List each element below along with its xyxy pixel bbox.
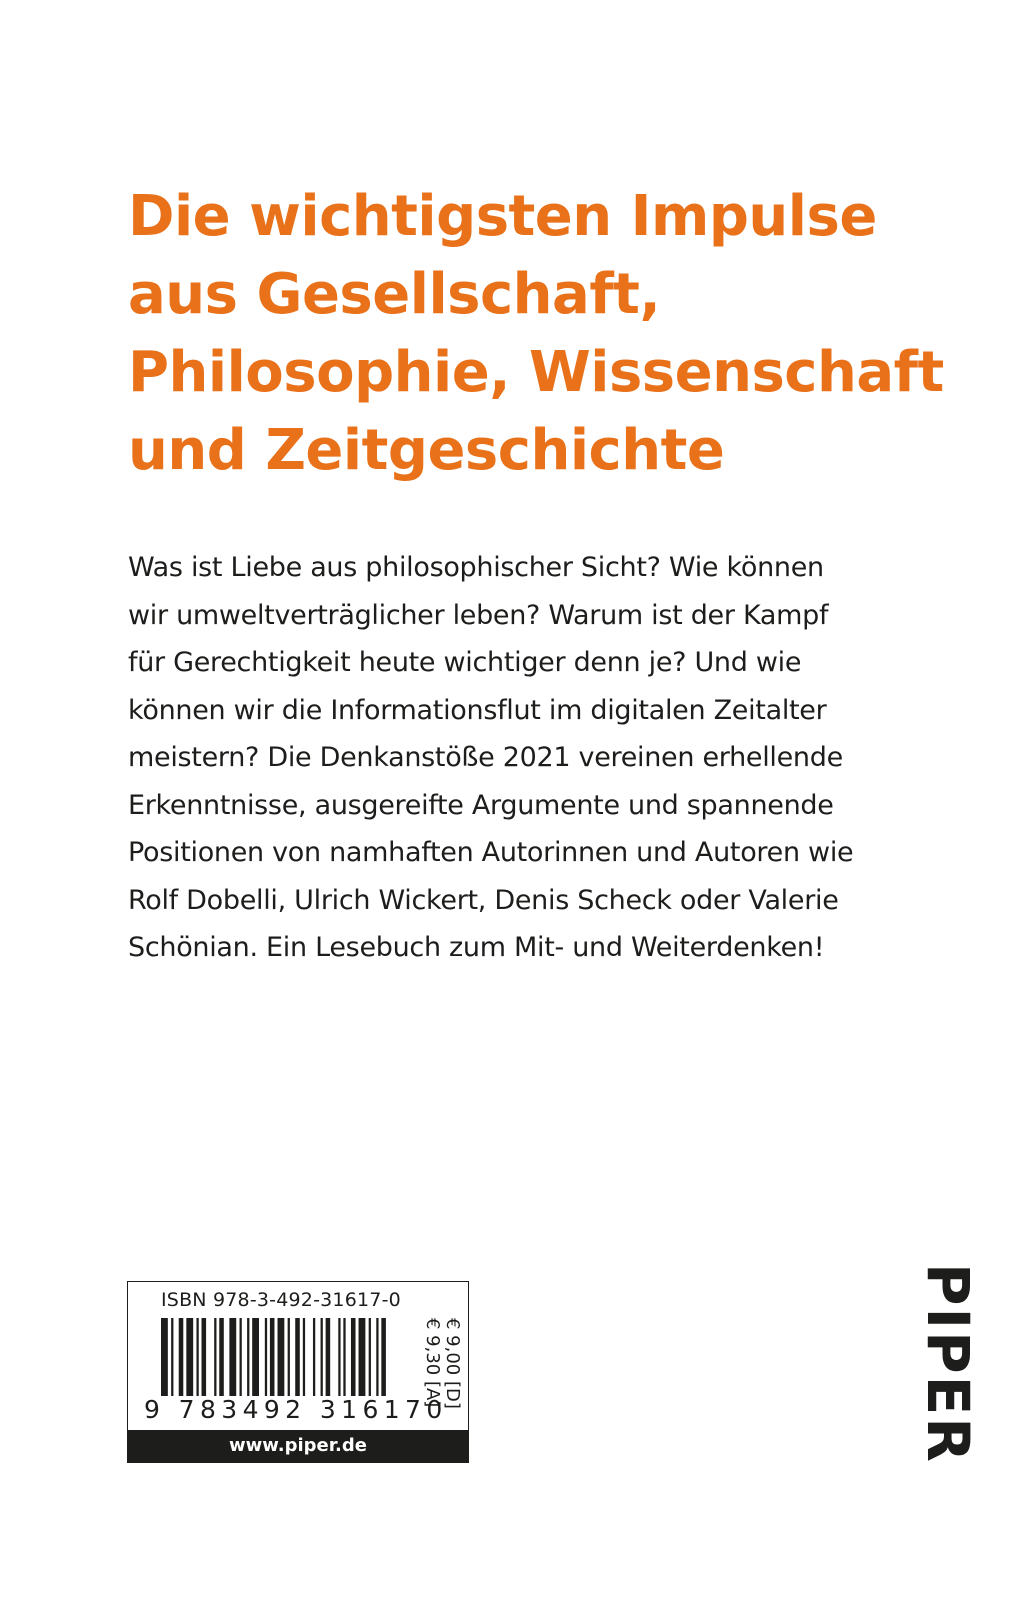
publisher-logo-text: PIPER <box>914 1263 982 1464</box>
blurb-line: für Gerechtigkeit heute wichtiger denn je? Und wie <box>128 647 802 678</box>
blurb-line: Rolf Dobelli, Ulrich Wickert, Denis Scheck oder Valerie <box>128 884 839 916</box>
blurb-text <box>128 544 918 972</box>
blurb-line: können wir die Informationsflut im digitalen Zeitalter <box>128 694 827 726</box>
price-germany: € 9,00 [D] <box>442 1318 463 1409</box>
blurb-line: wir umweltverträglicher leben? Warum ist der Kampf <box>128 599 829 631</box>
blurb-line: Positionen von namhaften Autorinnen und Autoren wie <box>128 837 854 868</box>
price-block <box>418 1318 466 1418</box>
headline-line: Philosophie, Wissenschaft <box>128 340 944 405</box>
publisher-logo <box>914 1263 982 1473</box>
blurb-line: Schönian. Ein Lesebuch zum Mit- und Weiterdenken! <box>128 932 825 963</box>
headline-line: und Zeitgeschichte <box>128 418 725 483</box>
barcode-digits: 9 783492 316170 <box>144 1395 448 1424</box>
blurb-line: Was ist Liebe aus philosophischer Sicht? Wie können <box>128 552 824 583</box>
headline-line: Die wichtigsten Impulse <box>128 184 877 249</box>
blurb-line: Erkenntnisse, ausgereifte Argumente und spannende <box>128 789 834 821</box>
isbn-label: ISBN 978-3-492-31617-0 <box>161 1289 401 1311</box>
publisher-url: www.piper.de <box>128 1430 468 1462</box>
blurb-line: meistern? Die Denkanstöße 2021 vereinen erhellende <box>128 742 843 773</box>
price-austria: € 9,30 [A] <box>422 1318 443 1408</box>
headline <box>128 178 944 490</box>
headline-line: aus Gesellschaft, <box>128 262 661 327</box>
barcode-panel <box>127 1281 469 1463</box>
barcode-icon <box>161 1318 394 1396</box>
